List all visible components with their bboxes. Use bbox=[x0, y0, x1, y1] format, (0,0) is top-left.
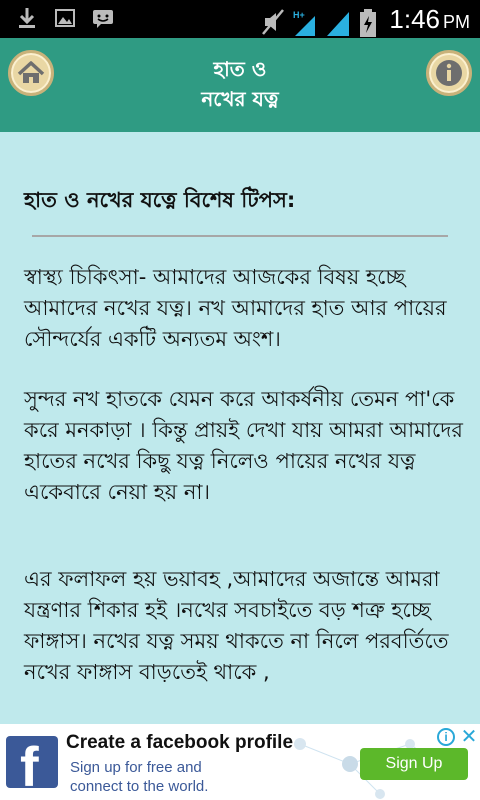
clock-time: 1:46 PM bbox=[389, 4, 470, 34]
cell-signal-icon bbox=[325, 8, 351, 32]
svg-text:H+: H+ bbox=[293, 9, 306, 20]
ad-banner[interactable] bbox=[0, 724, 480, 800]
download-icon bbox=[16, 6, 38, 30]
ad-info-icon[interactable]: i bbox=[437, 728, 455, 746]
article-paragraph-3: এর ফলাফল হয় ভয়াবহ ,আমাদের অজান্তে আমরা যন্ত্রণার শিকার হই ।নখের সবচাইতে বড় শত্রু হচ্ছে ফাঙ্গাস। নখের যত্ন সময় থাকতে না নিলে পরবর্তিতে নখের ফাঙ্গাস বাড়তেই থাকে , bbox=[24, 567, 449, 684]
facebook-logo-icon[interactable]: f bbox=[6, 736, 58, 788]
message-icon bbox=[92, 6, 114, 30]
sign-up-button[interactable]: Sign Up bbox=[360, 748, 468, 780]
article-paragraph-2: সুন্দর নখ হাতকে যেমন করে আকর্ষনীয় তেমন পা'কে করে মনকাড়া । কিন্তু প্রায়ই দেখা যায় আমরা আমাদের হাতের নখের কিছু যত্ন নিলেও পায়ের নখের যত্ন একেবারে নেয়া হয় না। bbox=[24, 387, 463, 504]
info-icon bbox=[429, 53, 469, 93]
status-bar bbox=[0, 0, 480, 38]
article-heading: হাত ও নখের যত্নে বিশেষ টিপস: bbox=[24, 188, 296, 212]
image-icon bbox=[54, 6, 76, 30]
page-title-line1: হাত ও bbox=[213, 57, 267, 81]
article-paragraph-1: স্বাস্থ্য চিকিৎসা- আমাদের আজকের বিষয় হচ্ছে আমাদের নখের যত্ন। নখ আমাদের হাত আর পায়ের সৌন্দর্যের একটি অন্যতম অংশ। bbox=[24, 265, 447, 351]
mute-icon bbox=[261, 8, 283, 32]
info-button[interactable] bbox=[426, 50, 472, 96]
ad-title[interactable]: Create a facebook profile bbox=[66, 732, 294, 753]
divider bbox=[32, 235, 448, 237]
ad-close-icon[interactable]: ✕ bbox=[460, 726, 478, 748]
home-icon bbox=[11, 53, 51, 93]
page-title-line2: নখের যত্ন bbox=[201, 87, 279, 111]
app-header bbox=[0, 38, 480, 132]
page-title bbox=[100, 54, 380, 114]
article-content[interactable] bbox=[0, 132, 480, 724]
battery-charging-icon bbox=[359, 8, 377, 32]
home-button[interactable] bbox=[8, 50, 54, 96]
signal-hplus-icon bbox=[291, 8, 317, 32]
ad-subtitle: Sign up for free and connect to the world. bbox=[70, 759, 209, 795]
